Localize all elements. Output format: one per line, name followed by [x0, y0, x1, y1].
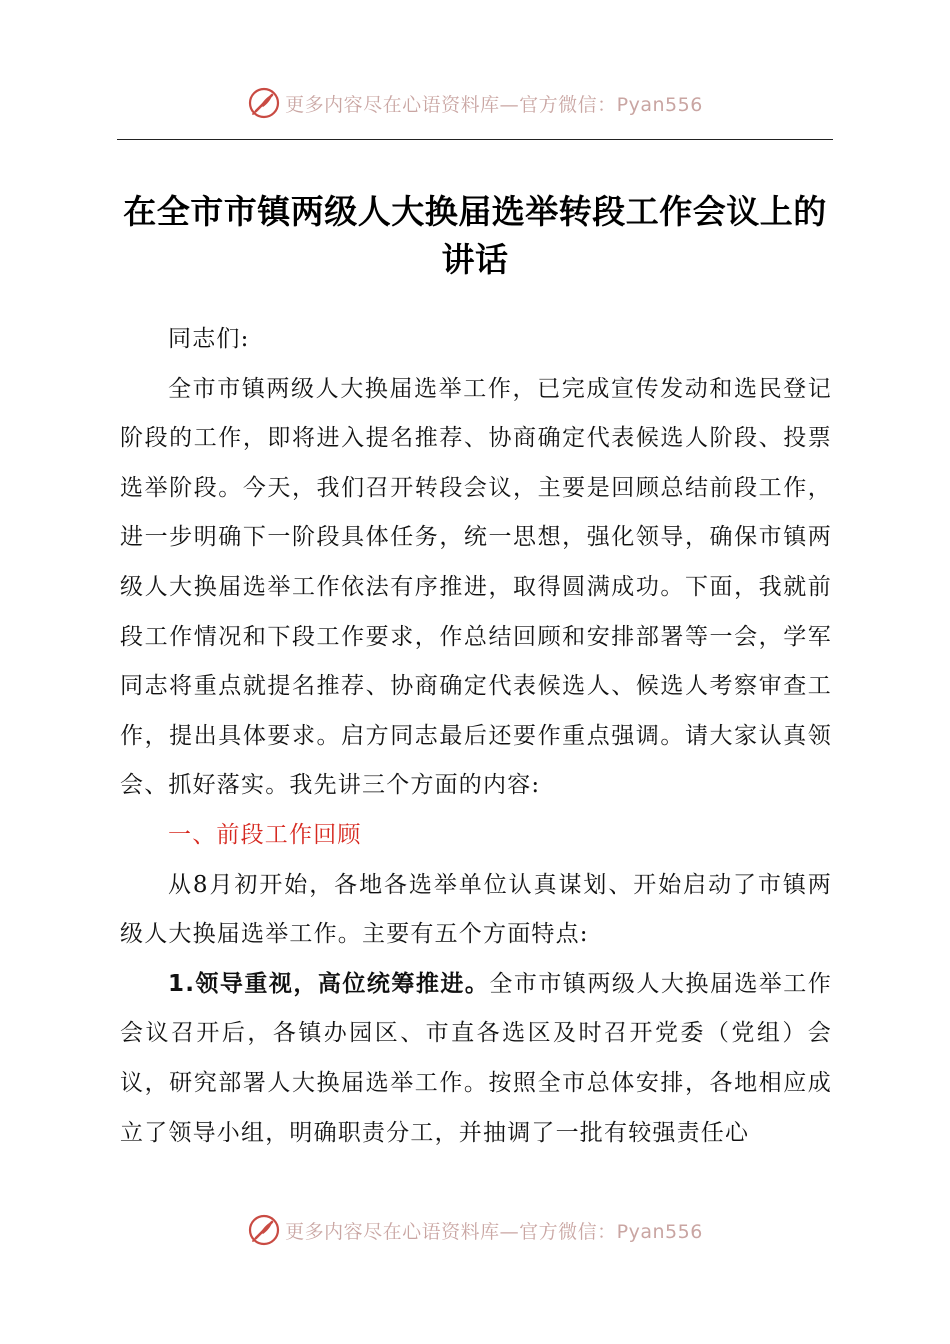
point-1-text: 全市市镇两级人大换届选举工作会议召开后，各镇办园区、市直各选区及时召开党委（党组）会议，研究部署人大换届选举工作。按照全市总体安排，各地相应成立了领导小组，明确职责分工，并抽调了一批有较强责任心: [120, 970, 832, 1146]
section-1-intro: 从8月初开始，各地各选举单位认真谋划、开始启动了市镇两级人大换届选举工作。主要有五个方面特点:: [120, 871, 832, 948]
footer-banner: [0, 1208, 950, 1252]
quill-pen-logo-icon: [247, 86, 281, 120]
banner-wechat-id: Pyan556: [616, 93, 703, 116]
footer-wechat-id: Pyan556: [616, 1220, 703, 1243]
header-banner: [0, 81, 950, 125]
quill-pen-logo-icon: [247, 1213, 281, 1247]
section-heading-1: 一、前段工作回顾: [168, 821, 362, 848]
salutation: 同志们:: [168, 326, 250, 352]
intro-paragraph: 全市市镇两级人大换届选举工作，已完成宣传发动和选民登记阶段的工作，即将进入提名推荐、协商确定代表候选人阶段、投票选举阶段。今天，我们召开转段会议，主要是回顾总结前段工作，进一步明确下一阶段具体任务，统一思想，强化领导，确保市镇两级人大换届选举工作依法有序推进，取得圆满成功。下面，我就前段工作情况和下段工作要求，作总结回顾和安排部署等一会，学军同志将重点就提名推荐、协商确定代表候选人、候选人考察审查工作，提出具体要求。启方同志最后还要作重点强调。请大家认真领会、抓好落实。我先讲三个方面的内容:: [120, 375, 832, 799]
footer-banner-text: 更多内容尽在心语资料库—官方微信：Pyan556: [285, 1220, 703, 1243]
point-1-paragraph: [120, 960, 832, 1158]
document-body: [120, 315, 832, 1158]
point-1-lead: 1.领导重视，高位统筹推进。: [168, 970, 490, 997]
document-title: 在全市市镇两级人大换届选举转段工作会议上的讲话: [123, 192, 827, 279]
banner-text: 更多内容尽在心语资料库—官方微信：Pyan556: [285, 93, 703, 116]
header-divider: [117, 139, 833, 140]
